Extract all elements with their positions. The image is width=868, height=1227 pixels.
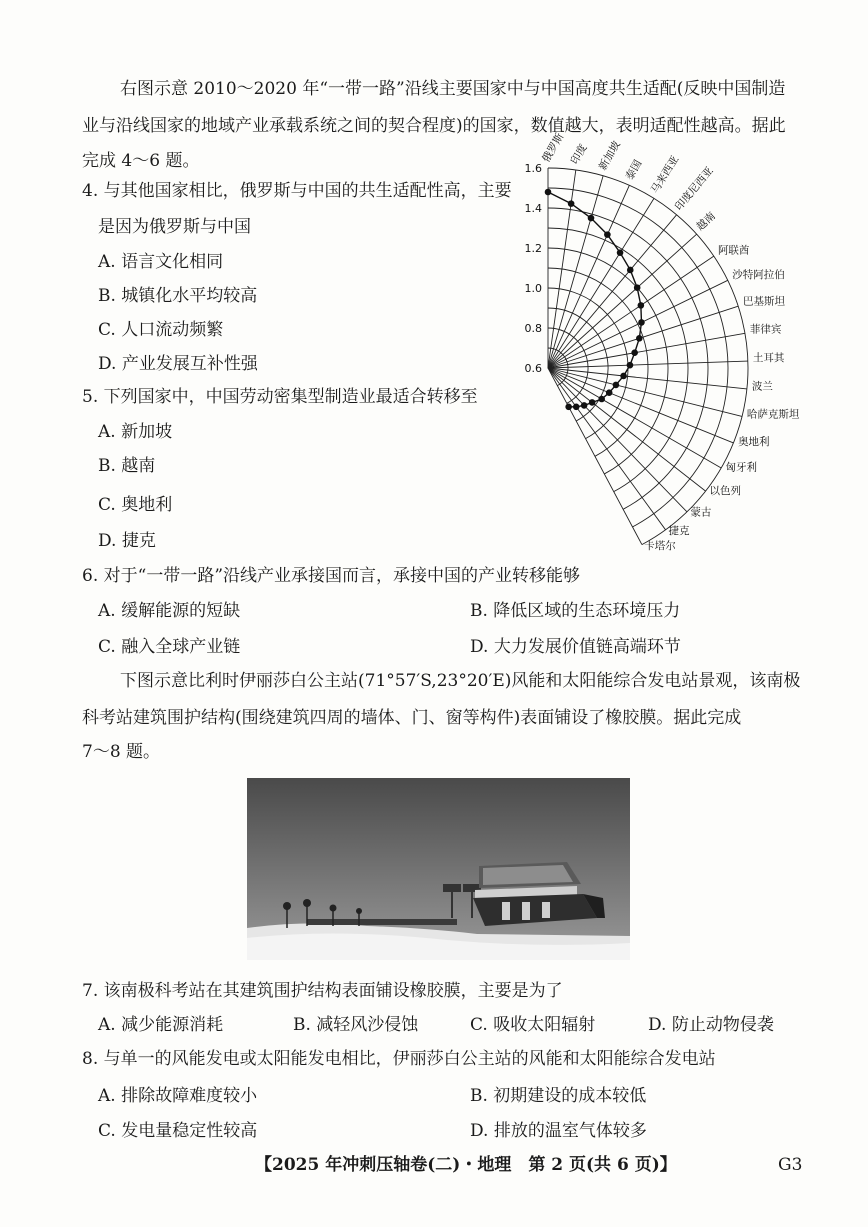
data-point	[634, 284, 641, 291]
axis-tick-label: 1.4	[524, 202, 542, 215]
data-point	[545, 189, 552, 196]
grid-spoke	[548, 368, 721, 468]
category-label: 越南	[694, 210, 718, 234]
data-point	[606, 389, 613, 396]
question-4-stem: 是因为俄罗斯与中国	[98, 217, 251, 237]
question-5-option-b: B. 越南	[98, 456, 156, 476]
question-7-stem: 7. 该南极科考站在其建筑围护结构表面铺设橡胶膜，主要是为了	[82, 981, 563, 1001]
category-label: 波兰	[751, 380, 773, 393]
category-label: 以色列	[709, 485, 742, 498]
page-code: G3	[778, 1155, 803, 1175]
intro-paragraph-line: 右图示意 2010～2020 年“一带一路”沿线主要国家中与中国高度共生适配(反映中国制造	[120, 79, 786, 99]
grid-arc	[548, 228, 688, 492]
data-point	[631, 349, 638, 356]
category-label: 匈牙利	[725, 461, 758, 474]
data-point	[588, 215, 595, 222]
intro-paragraph-line: 7～8 题。	[82, 742, 161, 762]
question-7-option-a: A. 减少能源消耗	[98, 1015, 224, 1035]
question-7-option-b: B. 减轻风沙侵蚀	[293, 1015, 419, 1035]
data-point	[581, 402, 588, 409]
question-8-option-c: C. 发电量稳定性较高	[98, 1121, 258, 1141]
grid-arc	[548, 268, 648, 456]
intro-paragraph-line: 完成 4～6 题。	[82, 151, 200, 171]
question-6-option-c: C. 融入全球产业链	[98, 637, 241, 657]
question-8-stem: 8. 与单一的风能发电或太阳能发电相比，伊丽莎白公主站的风能和太阳能综合发电站	[82, 1049, 716, 1069]
data-point	[638, 302, 645, 309]
category-label: 蒙古	[690, 506, 712, 519]
question-4-option-d: D. 产业发展互补性强	[98, 354, 258, 374]
category-label: 捷克	[668, 524, 690, 537]
data-point	[604, 231, 611, 238]
radial-chart	[520, 131, 800, 553]
category-label: 沙特阿拉伯	[732, 269, 785, 282]
data-point	[573, 404, 580, 411]
axis-tick-label: 1.6	[524, 162, 542, 175]
station-photo	[247, 778, 630, 960]
question-6-option-d: D. 大力发展价值链高端环节	[470, 637, 681, 657]
question-7-option-d: D. 防止动物侵袭	[648, 1015, 774, 1035]
category-label: 菲律宾	[749, 323, 782, 336]
category-label: 马来西亚	[649, 153, 682, 196]
category-label: 新加坡	[596, 139, 623, 173]
question-6-option-b: B. 降低区域的生态环境压力	[470, 601, 681, 621]
grid-spoke	[548, 368, 706, 491]
question-8-option-d: D. 排放的温室气体较多	[470, 1121, 647, 1141]
axis-tick-label: 0.6	[524, 362, 542, 375]
question-7-option-c: C. 吸收太阳辐射	[470, 1015, 596, 1035]
category-label: 印度尼西亚	[672, 164, 716, 213]
data-point	[565, 404, 572, 411]
axis-tick-label: 1.0	[524, 282, 542, 295]
data-point	[589, 399, 596, 406]
category-label: 哈萨克斯坦	[746, 408, 800, 421]
axis-tick-label: 0.8	[524, 322, 542, 335]
question-6-stem: 6. 对于“一带一路”沿线产业承接国而言，承接中国的产业转移能够	[82, 566, 581, 586]
category-label: 巴基斯坦	[742, 295, 785, 308]
grid-spoke	[548, 368, 642, 545]
category-label: 奥地利	[738, 435, 770, 448]
data-point	[568, 200, 575, 207]
question-4-stem: 4. 与其他国家相比，俄罗斯与中国的共生适配性高，主要	[82, 181, 512, 201]
question-6-option-a: A. 缓解能源的短缺	[98, 601, 241, 621]
question-5-option-a: A. 新加坡	[98, 422, 173, 442]
intro-paragraph-line: 业与沿线国家的地域产业承载系统之间的契合程度)的国家，数值越大，表明适配性越高。据此	[82, 116, 786, 136]
question-4-option-b: B. 城镇化水平均较高	[98, 286, 258, 306]
data-point	[620, 373, 627, 380]
question-5-option-d: D. 捷克	[98, 531, 156, 551]
grid-spoke	[548, 333, 745, 368]
category-label: 阿联酋	[717, 244, 750, 257]
grid-spoke	[548, 215, 677, 368]
data-point	[613, 382, 620, 389]
data-point	[598, 396, 605, 403]
data-point	[638, 319, 645, 326]
grid-spoke	[548, 368, 747, 389]
grid-arc	[548, 308, 608, 421]
question-5-option-c: C. 奥地利	[98, 495, 173, 515]
category-label: 卡塔尔	[644, 540, 676, 553]
data-point	[617, 249, 624, 256]
category-label: 土耳其	[752, 351, 785, 364]
category-label: 印度	[568, 142, 590, 167]
data-point	[627, 362, 634, 369]
question-8-option-a: A. 排除故障难度较小	[98, 1086, 258, 1106]
intro-paragraph-line: 科考站建筑围护结构(围绕建筑四周的墙体、门、窗等构件)表面铺设了橡胶膜。据此完成	[82, 708, 742, 728]
question-5-stem: 5. 下列国家中，中国劳动密集型制造业最适合转移至	[82, 387, 478, 407]
question-4-option-c: C. 人口流动频繁	[98, 320, 224, 340]
category-label: 俄罗斯	[540, 131, 567, 165]
category-label: 泰国	[623, 158, 645, 183]
question-4-option-a: A. 语言文化相同	[98, 252, 224, 272]
data-point	[636, 335, 643, 342]
intro-paragraph-line: 下图示意比利时伊丽莎白公主站(71°57′S,23°20′E)风能和太阳能综合发电站景观，该南极	[120, 671, 801, 691]
axis-tick-label: 1.2	[524, 242, 542, 255]
question-8-option-b: B. 初期建设的成本较低	[470, 1086, 647, 1106]
data-point	[627, 267, 634, 274]
page-footer: 【2025 年冲刺压轴卷(二)・地理 第 2 页(共 6 页)】	[255, 1155, 677, 1175]
